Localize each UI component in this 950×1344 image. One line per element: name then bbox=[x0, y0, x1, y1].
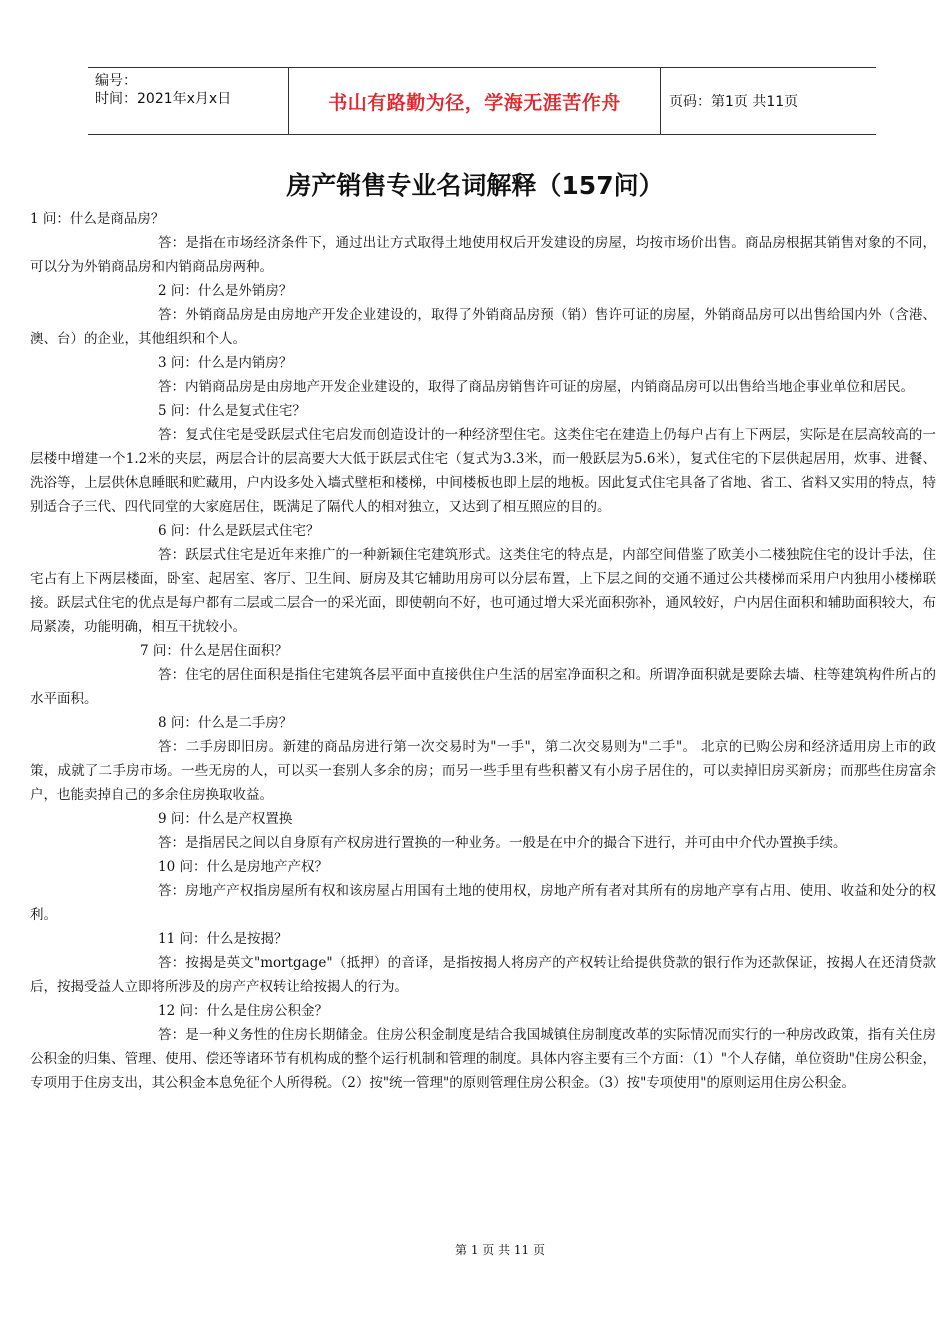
answer: 答：复式住宅是受跃层式住宅启发而创造设计的一种经济型住宅。这类住宅在建造上仍每户占有上下两层，实际是在层高较高的一层楼中增建一个1.2米的夹层，两层合计的层高要大大低于跃层式住宅（复式为3.3米，而一般跃层为5.6米），复式住宅的下层供起居用，炊事、进餐、洗浴等，上层供休息睡眠和贮藏用，户内设多处入墙式壁柜和楼梯，中间楼板也即上层的地板。因此复式住宅具备了省地、省工、省料又实用的特点，特别适合子三代、四代同堂的大家庭居住，既满足了隔代人的相对独立，又达到了相互照应的目的。 bbox=[30, 427, 936, 515]
answer: 答：按揭是英文"mortgage"（抵押）的音译，是指按揭人将房产的产权转让给提供贷款的银行作为还款保证，按揭人在还清贷款后，按揭受益人立即将所涉及的房产产权转让给按揭人的行为。 bbox=[30, 955, 936, 995]
answer: 答：外销商品房是由房地产开发企业建设的，取得了外销商品房预（销）售许可证的房屋，外销商品房可以出售给国内外（含港、澳、台）的企业，其他组织和个人。 bbox=[30, 307, 936, 347]
header-page-number: 页码：第1页 共11页 bbox=[669, 94, 799, 110]
header-motto: 书山有路勤为径，学海无涯苦作舟 bbox=[288, 68, 661, 134]
question: 6 问：什么是跃层式住宅？ bbox=[158, 523, 320, 539]
document-title: 房产销售专业名词解释（157问） bbox=[286, 171, 664, 200]
question: 5 问：什么是复式住宅？ bbox=[158, 403, 306, 419]
question: 2 问：什么是外销房？ bbox=[158, 283, 293, 299]
answer: 答：住宅的居住面积是指住宅建筑各层平面中直接供住户生活的居室净面积之和。所谓净面积就是要除去墙、柱等建筑构件所占的水平面积。 bbox=[30, 667, 936, 707]
answer: 答：是指在市场经济条件下，通过出让方式取得土地使用权后开发建设的房屋，均按市场价出售。商品房根据其销售对象的不同，可以分为外销商品房和内销商品房两种。 bbox=[30, 235, 936, 275]
answer: 答：二手房即旧房。新建的商品房进行第一次交易时为"一手"，第二次交易则为"二手"。 北京的已购公房和经济适用房上市的政策，成就了二手房市场。一些无房的人，可以买一套别人多余的房；而另一些手里有些积蓄又有小房子居住的，可以卖掉旧房买新房；而那些住房富余户，也能卖掉自己的多余住房换取收益。 bbox=[30, 739, 936, 803]
header-meta bbox=[88, 68, 288, 134]
answer: 答：是指居民之间以自身原有产权房进行置换的一种业务。一般是在中介的撮合下进行，并可由中介代办置换手续。 bbox=[158, 835, 847, 851]
qa-list bbox=[30, 207, 936, 1095]
answer: 答：跃层式住宅是近年来推广的一种新颖住宅建筑形式。这类住宅的特点是，内部空间借鉴了欧美小二楼独院住宅的设计手法，住宅占有上下两层楼面，卧室、起居室、客厅、卫生间、厨房及其它辅助用房可以分层布置，上下层之间的交通不通过公共楼梯而采用户内独用小楼梯联接。跃层式住宅的优点是每户都有二层或二层合一的采光面，即使朝向不好，也可通过增大采光面积弥补，通风较好，户内居住面积和辅助面积较大，布局紧凑，功能明确，相互干扰较小。 bbox=[30, 547, 936, 635]
document-number-label: 编号： bbox=[95, 73, 137, 89]
answer: 答：内销商品房是由房地产开发企业建设的，取得了商品房销售许可证的房屋，内销商品房可以出售给当地企事业单位和居民。 bbox=[158, 379, 914, 395]
page-footer: 第 1 页 共 11 页 bbox=[455, 1243, 545, 1257]
answer: 答：房地产产权指房屋所有权和该房屋占用国有土地的使用权，房地产所有者对其所有的房地产享有占用、使用、收益和处分的权利。 bbox=[30, 883, 936, 923]
question: 12 问：什么是住房公积金？ bbox=[158, 1003, 328, 1019]
document-time-label: 时间：2021年x月x日 bbox=[95, 91, 232, 107]
question: 8 问：什么是二手房？ bbox=[158, 715, 293, 731]
question: 7 问：什么是居住面积？ bbox=[140, 643, 288, 659]
question: 9 问：什么是产权置换 bbox=[158, 811, 293, 827]
question: 1 问：什么是商品房？ bbox=[30, 211, 165, 227]
question: 3 问：什么是内销房？ bbox=[158, 355, 293, 371]
question: 10 问：什么是房地产产权？ bbox=[158, 859, 328, 875]
answer: 答：是一种义务性的住房长期储金。住房公积金制度是结合我国城镇住房制度改革的实际情况而实行的一种房改政策，指有关住房公积金的归集、管理、使用、偿还等诸环节有机构成的整个运行机制和管理的制度。具体内容主要有三个方面：（1）"个人存储，单位资助"住房公积金，专项用于住房支出，其公积金本息免征个人所得税。（2）按"统一管理"的原则管理住房公积金。（3）按"专项使用"的原则运用住房公积金。 bbox=[30, 1027, 936, 1091]
question: 11 问：什么是按揭？ bbox=[158, 931, 288, 947]
page-header bbox=[88, 67, 876, 135]
